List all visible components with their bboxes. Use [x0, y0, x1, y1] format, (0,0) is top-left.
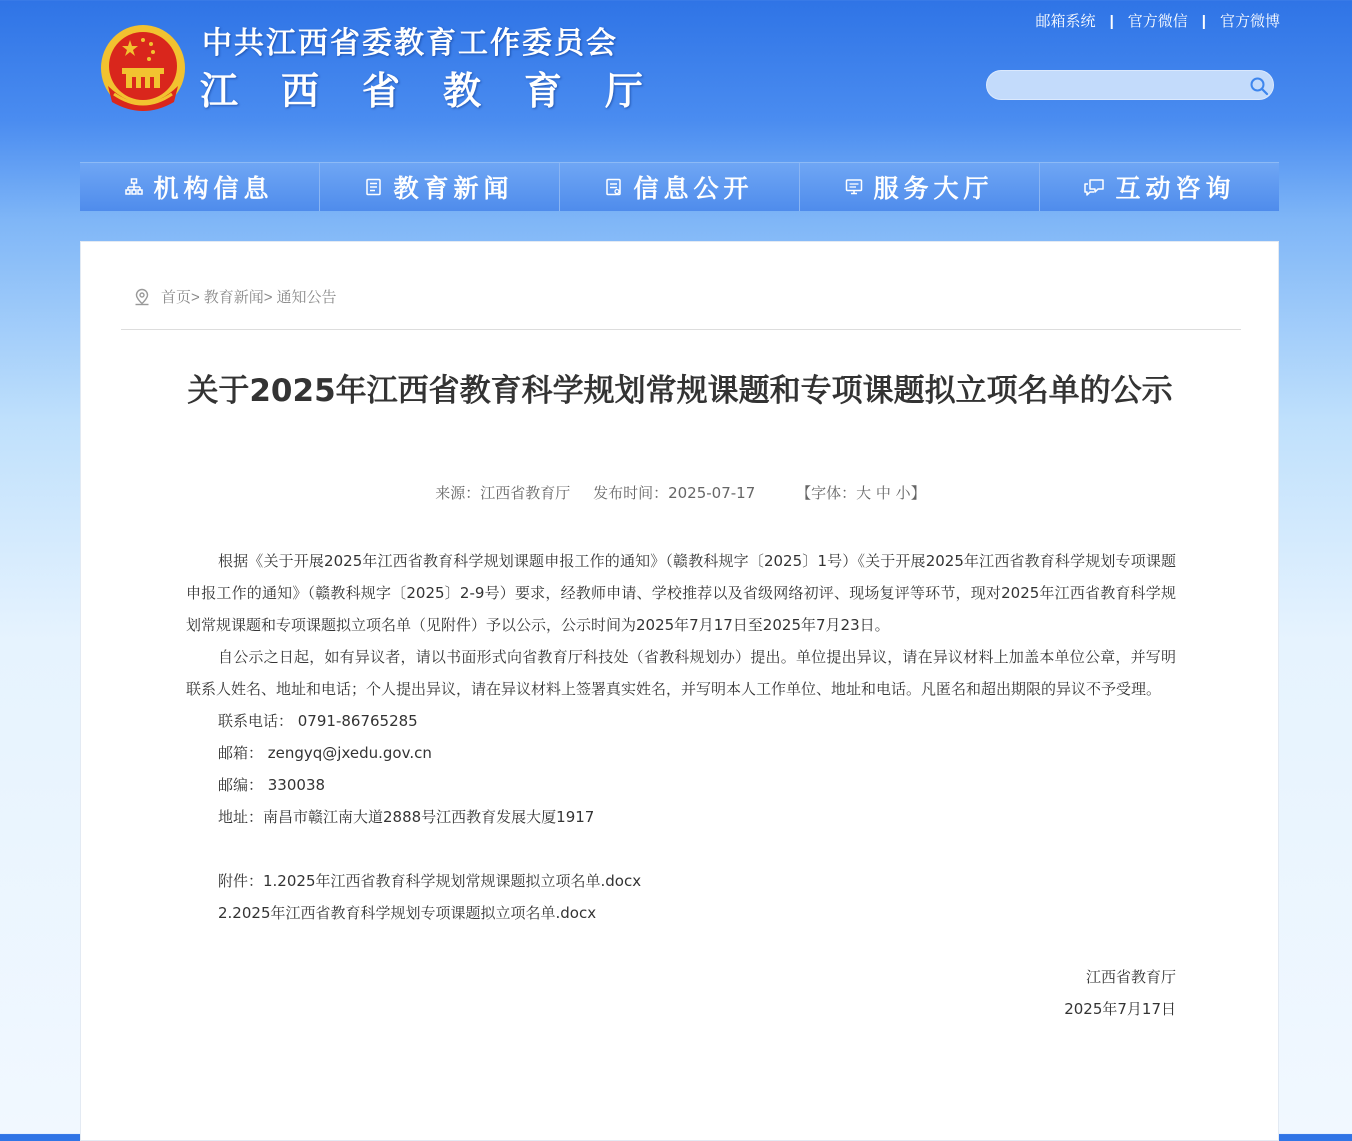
nav-item-education-news[interactable]: [320, 163, 560, 211]
mail-system-link[interactable]: 邮箱系统: [1035, 13, 1096, 30]
nav-item-service-hall[interactable]: [800, 163, 1040, 211]
breadcrumb: [133, 286, 337, 307]
breadcrumb-home[interactable]: 首页>: [161, 289, 200, 306]
org-chart-icon: [125, 178, 143, 196]
font-size-bracket: 】: [910, 484, 926, 502]
article-paragraph: 根据《关于开展2025年江西省教育科学规划课题申报工作的通知》（赣教科规字〔2025〕1号）《关于开展2025年江西省教育科学规划专项课题申报工作的通知》（赣教科规字〔2025〕2-9号）要求，经教师申请、学校推荐以及省级网络初评、现场复评等环节，现对2025年江西省教育科学规划常规课题和专项课题拟立项名单（见附件）予以公示，公示时间为2025年7月17日至2025年7月23日。: [186, 552, 1176, 634]
article-source: 来源：江西省教育厅: [435, 484, 571, 502]
publish-date: 发布时间：2025-07-17: [593, 484, 756, 502]
breadcrumb-education-news[interactable]: 教育新闻>: [203, 289, 273, 306]
attachment-link-1[interactable]: 附件：1.2025年江西省教育科学规划常规课题拟立项名单.docx: [218, 872, 642, 890]
separator: |: [1109, 13, 1114, 30]
nav-item-info-disclosure[interactable]: [560, 163, 800, 211]
dept-title: 江西省教育厅: [200, 68, 687, 113]
news-icon: [365, 178, 383, 196]
national-emblem-icon: [100, 24, 186, 114]
search-icon[interactable]: [1249, 76, 1269, 96]
monitor-icon: [845, 178, 863, 196]
spacer: [186, 833, 1176, 865]
font-size-label: 【字体：: [796, 484, 857, 502]
article-paragraph: 自公示之日起，如有异议者，请以书面形式向省教育厅科技处（省教科规划办）提出。单位提出异议，请在异议材料上加盖本单位公章，并写明联系人姓名、地址和电话；个人提出异议，请在异议材料上签署真实姓名，并写明本人工作单位、地址和电话。凡匿名和超出期限的异议不予受理。: [186, 648, 1176, 698]
divider: [121, 329, 1241, 330]
nav-label: 机构信息: [153, 174, 274, 203]
nav-item-org-info[interactable]: [80, 163, 320, 211]
nav-label: 教育新闻: [393, 174, 514, 203]
article-container: [80, 241, 1279, 1141]
nav-label: 服务大厅: [873, 174, 994, 203]
nav-item-interactive-consulting[interactable]: [1040, 163, 1279, 211]
signature: 江西省教育厅: [1085, 968, 1176, 986]
breadcrumb-notices[interactable]: 通知公告: [276, 289, 337, 306]
font-size-small[interactable]: 小: [895, 484, 911, 502]
font-size-medium[interactable]: 中: [875, 484, 891, 502]
contact-postcode: 邮编： 330038: [218, 776, 326, 794]
search-box: [986, 70, 1274, 100]
spacer: [186, 929, 1176, 961]
search-input[interactable]: [999, 75, 1243, 97]
nav-label: 信息公开: [633, 174, 754, 203]
main-nav: [80, 162, 1279, 211]
site-header: [0, 0, 1352, 160]
contact-phone: 联系电话： 0791-86765285: [218, 712, 418, 730]
contact-address: 地址：南昌市赣江南大道2888号江西教育发展大厦1917: [218, 808, 595, 826]
document-icon: [605, 178, 623, 196]
attachment-link-2[interactable]: 2.2025年江西省教育科学规划专项课题拟立项名单.docx: [218, 904, 597, 922]
top-links: [1036, 10, 1280, 31]
separator: |: [1201, 13, 1206, 30]
org-title: 中共江西省委教育工作委员会: [202, 26, 618, 61]
article-title: 关于2025年江西省教育科学规划常规课题和专项课题拟立项名单的公示: [187, 373, 1173, 409]
font-size-large[interactable]: 大: [856, 484, 872, 502]
official-weibo-link[interactable]: 官方微博: [1219, 13, 1280, 30]
article-meta: [81, 482, 1280, 503]
article-body: [186, 545, 1176, 1025]
contact-email: 邮箱： zengyq@jxedu.gov.cn: [218, 744, 432, 762]
official-wechat-link[interactable]: 官方微信: [1127, 13, 1188, 30]
signature-date: 2025年7月17日: [1064, 1000, 1176, 1018]
chat-icon: [1083, 178, 1105, 196]
location-pin-icon: [133, 288, 151, 306]
nav-label: 互动咨询: [1115, 174, 1236, 203]
